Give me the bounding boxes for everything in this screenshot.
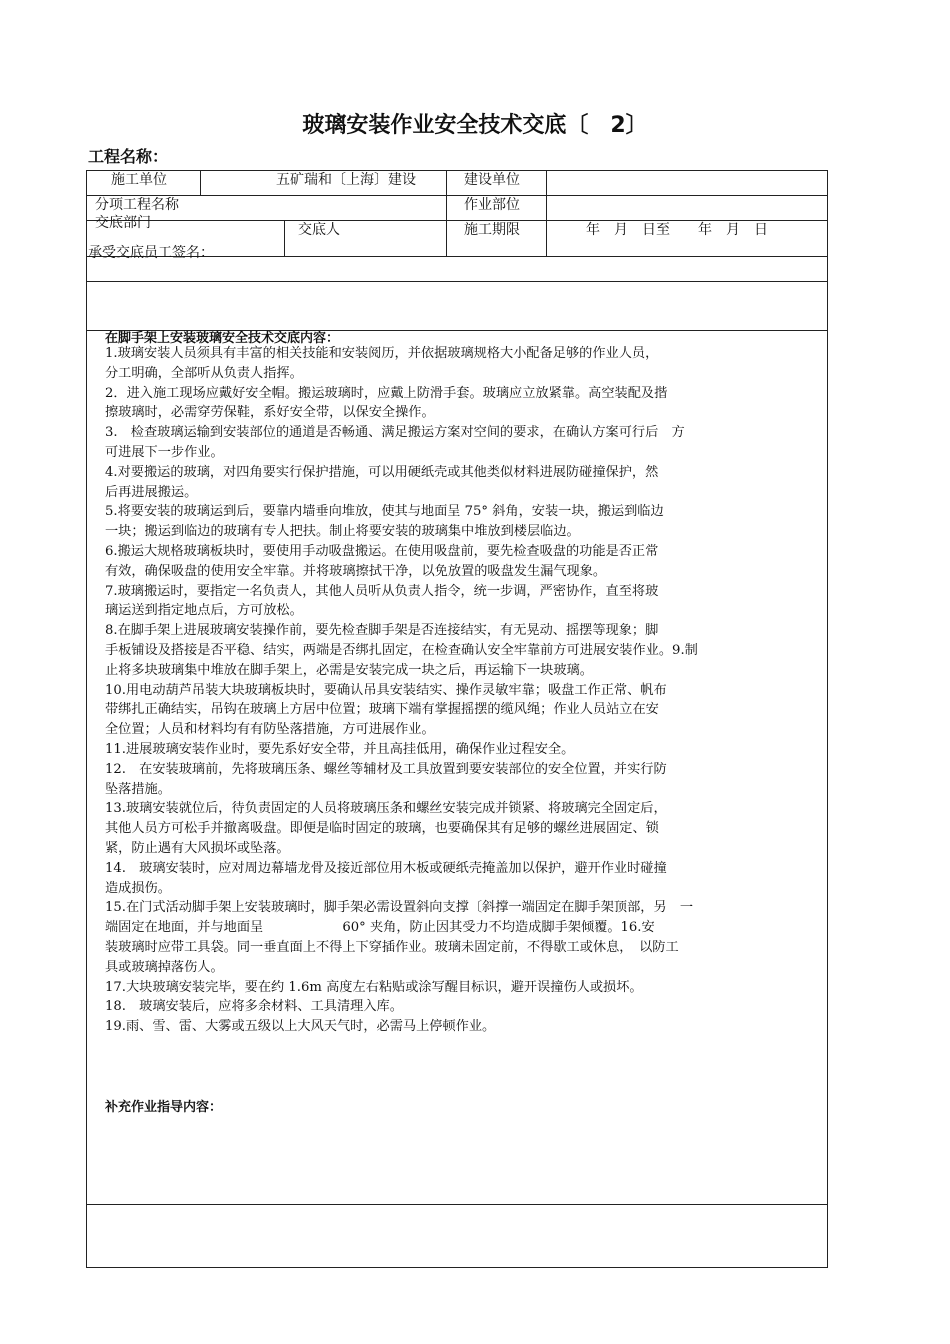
list-item: 10.用电动葫芦吊装大块玻璃板块时，要确认吊具安装结实、操作灵敏牢靠；吸盘工作正常、帆布 带绑扎正确结实，吊钩在玻璃上方居中位置；玻璃下端有掌握摇摆的缆风绳；作业人员站立在安 全位置；人员和材料均有有防坠落措施，方可进展作业。 xyxy=(105,682,667,738)
row-divider xyxy=(86,281,828,282)
column-divider xyxy=(200,170,201,195)
list-item: 12. 在安装玻璃前，先将玻璃压条、螺丝等辅材及工具放置到要安装部位的安全位置，并实行防 坠落措施。 xyxy=(105,761,667,797)
construction-unit-label: 施工单位 xyxy=(111,172,167,188)
list-item: 1.玻璃安装人员须具有丰富的相关技能和安装阅历，并依据玻璃规格大小配备足够的作业人员， 分工明确，全部听从负责人指挥。 xyxy=(105,346,659,381)
construction-unit-value: 五矿瑞和〔上海〕建设 xyxy=(276,172,416,188)
list-item: 17.大块玻璃安装完毕，要在约 1.6m 高度左右粘贴或涂写醒目标识，避开误撞伤人或损坏。 xyxy=(105,979,643,995)
construction-period-label: 施工期限 xyxy=(464,222,520,238)
list-item: 8.在脚手架上进展玻璃安装操作前，要先检查脚手架是否连接结实，有无晃动、摇摆等现象；脚 手板铺设及搭接是否平稳、结实，两端是否绑扎固定，在检查确认安全牢靠前方可进展安装作业。9.制 止将多块玻璃集中堆放在脚手架上，必需是安装完成一块之后，再运输下一块玻璃。 xyxy=(105,623,698,678)
list-item: 18. 玻璃安装后，应将多余材料、工具清理入库。 xyxy=(105,999,403,1015)
builder-unit-label: 建设单位 xyxy=(464,172,520,188)
column-divider xyxy=(446,170,447,256)
briefing-dept-label: 交底部门 xyxy=(95,215,151,231)
list-item: 13.玻璃安装就位后，待负责固定的人员将玻璃压条和螺丝安装完成并锁紧、将玻璃完全固定后， 其他人员方可松手并撤离吸盘。即便是临时固定的玻璃，也要确保其有足够的螺丝进展固定、锁 紧，防止遇有大风损坏或坠落。 xyxy=(105,801,667,856)
work-location-label: 作业部位 xyxy=(464,197,520,213)
briefer-label: 交底人 xyxy=(298,222,340,238)
list-item: 15.在门式活动脚手架上安装玻璃时，脚手架必需设置斜向支撑〔斜撑一端固定在脚手架顶部，另 一 端固定在地面，并与地面呈 60° 夹角，防止因其受力不均造成脚手架倾覆。16.安 装玻璃时应带工具袋。同一垂直面上不得上下穿插作业。玻璃未固定前，不得歇工或休息， 以防工 具或玻璃掉落伤人。 xyxy=(105,900,694,975)
sub-project-label: 分项工程名称 xyxy=(95,197,179,213)
row-divider xyxy=(86,1204,828,1205)
list-item: 14. 玻璃安装时，应对周边幕墙龙骨及接近部位用木板或硬纸壳掩盖加以保护，避开作业时碰撞 造成损伤。 xyxy=(105,860,667,896)
document-title: 玻璃安装作业安全技术交底〔 2〕 xyxy=(302,113,648,138)
list-item: 3. 检查玻璃运输到安装部位的通道是否畅通、满足搬运方案对空间的要求，在确认方案可行后 方 可进展下一步作业。 xyxy=(105,425,685,460)
column-divider xyxy=(284,220,285,256)
list-item: 2．进入施工现场应戴好安全帽。搬运玻璃时，应戴上防滑手套。玻璃应立放紧靠。高空装配及揩 擦玻璃时，必需穿劳保鞋，系好安全带，以保安全操作。 xyxy=(105,385,668,421)
project-name-label: 工程名称： xyxy=(88,147,169,166)
list-item: 5.将要安装的玻璃运到后，要靠内墙垂向堆放，使其与地面呈 75° 斜角，安装一块，搬运到临边 一块；搬运到临边的玻璃有专人把扶。制止将要安装的玻璃集中堆放到楼层临边。 xyxy=(105,504,664,540)
list-item: 6.搬运大规格玻璃板块时，要使用手动吸盘搬运。在使用吸盘前，要先检查吸盘的功能是否正常 有效，确保吸盘的使用安全牢靠。并将玻璃擦拭干净，以免放置的吸盘发生漏气现象。 xyxy=(105,543,659,579)
list-item: 19.雨、雪、雷、大雾或五级以上大风天气时，必需马上停顿作业。 xyxy=(105,1019,496,1035)
column-divider xyxy=(546,170,547,256)
list-item: 4.对要搬运的玻璃，对四角要实行保护措施，可以用硬纸壳或其他类似材料进展防碰撞保护，然 后再进展搬运。 xyxy=(105,464,659,500)
supplement-heading: 补充作业指导内容： xyxy=(105,1100,223,1115)
safety-items-list xyxy=(105,344,827,1037)
list-item: 7.玻璃搬运时，要指定一名负责人，其他人员听从负责人指令，统一步调，严密协作，直至将玻 璃运送到指定地点后，方可放松。 xyxy=(105,583,659,619)
row-divider xyxy=(86,195,828,196)
recipients-signature-label: 承受交底员工签名： xyxy=(88,245,214,261)
list-item: 11.进展玻璃安装作业时，要先系好安全带，并且高挂低用，确保作业过程安全。 xyxy=(105,741,575,757)
construction-period-value: 年 月 日至 年 月 日 xyxy=(586,222,768,238)
section-heading: 在脚手架上安装玻璃安全技术交底内容： xyxy=(105,331,340,346)
